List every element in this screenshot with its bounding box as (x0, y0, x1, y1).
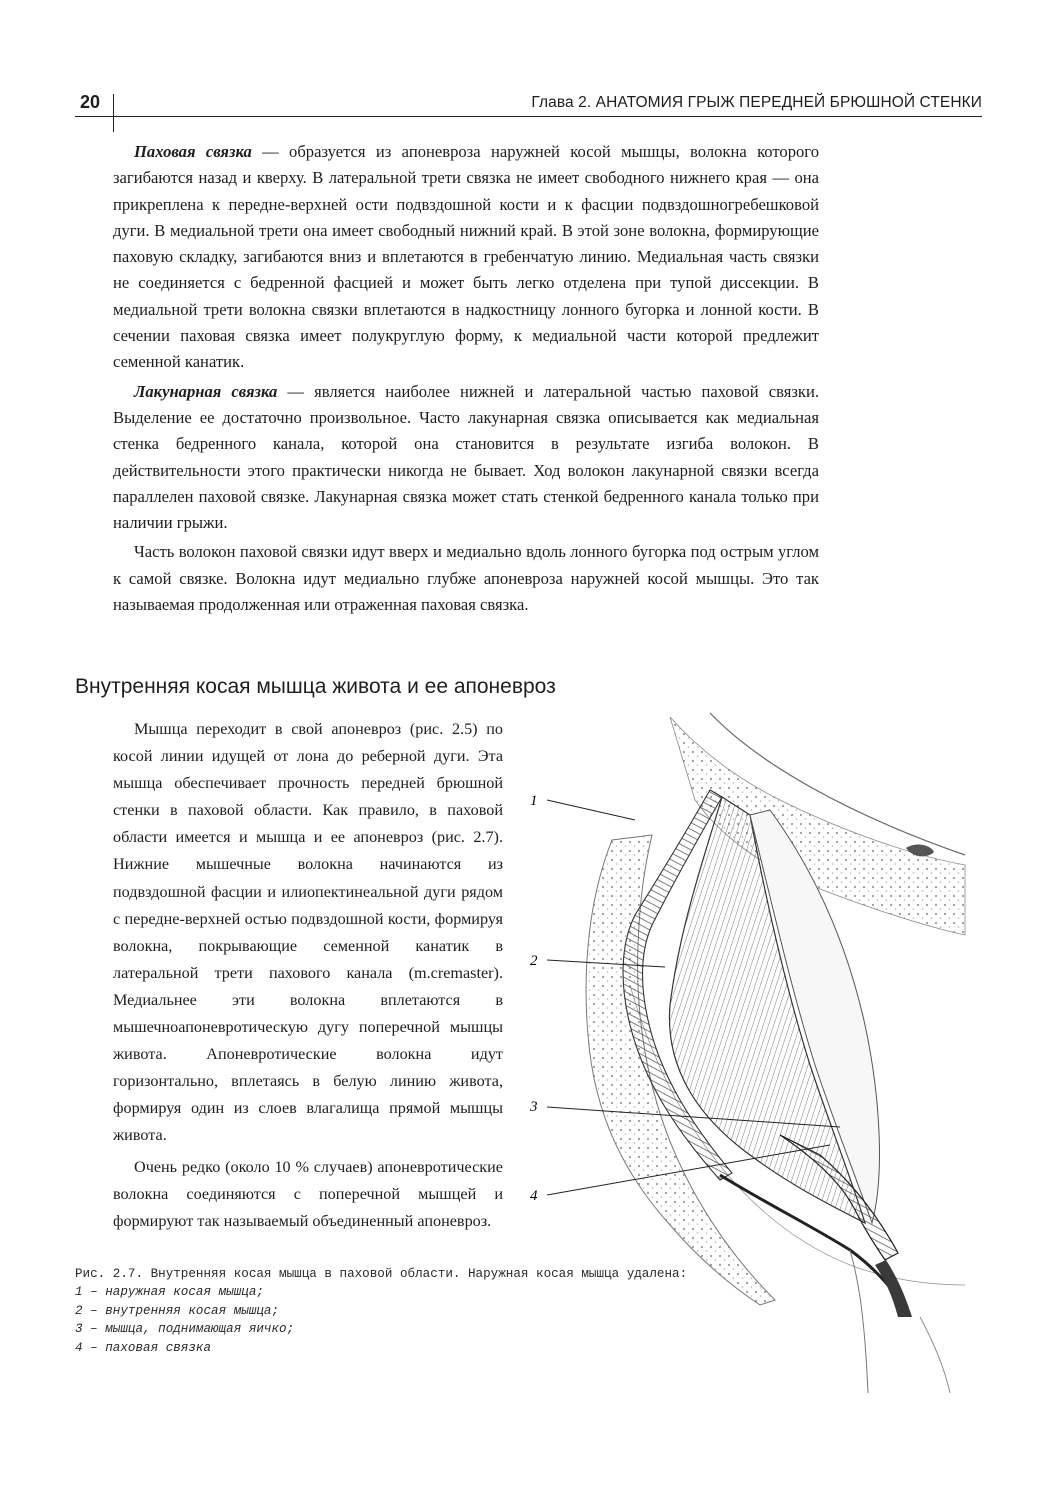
paragraph-lacunar-ligament (113, 379, 819, 537)
body-text (113, 139, 819, 621)
paragraph-text: — образуется из апоневроза наружней косой мышцы, волокна которого загибаются назад и кверху. В латеральной трети связка не имеет свободного нижнего края — она прикреплена к передне-верхней ости подвздошной кости и к фасции подвздошногребешковой дуги. В медиальной трети она имеет свободный нижний край. В этой зоне волокна, формирующие паховую складку, загибаются вниз и вплетаются в гребенчатую линию. Медиальная часть связки не соединяется с бедренной фасцией и может быть легко отделена при тупой диссекции. В медиальной трети волокна связки вплетаются в надкостницу лонного бугорка и лонной кости. В сечении паховая связка имеет полукруглую форму, к медиальной части которой предлежит семенной канатик. (113, 142, 819, 372)
header-divider-vertical (113, 94, 114, 132)
paragraph-text: — является наиболее нижней и латеральной частью паховой связки. Выделение ее достаточно произвольное. Часто лакунарная связка описывается как медиальная стенка бедренного канала, которой она становится в результате изгиба волокон. В действительности этого практически никогда не бывает. Ход волокон лакунарной связки всегда параллелен паховой связке. Лакунарная связка может стать стенкой бедренного канала только при наличии грыжи. (113, 381, 819, 533)
term-lacunar-ligament: Лакунарная связка (134, 381, 278, 401)
caption-item: 2 – внутренняя косая мышца; (75, 1303, 280, 1318)
caption-item: 1 – наружная косая мышца; (75, 1285, 264, 1300)
label-line-1 (547, 800, 635, 820)
paragraph-reflected-ligament: Часть волокон паховой связки идут вверх и медиально вдоль лонного бугорка под острым углом к самой связке. Волокна идут медиально глубже апоневроза наружней косой мышцы. Это так называемая продолженная или отраженная паховая связка. (113, 542, 819, 615)
page-number: 20 (80, 92, 101, 112)
header-rule (75, 116, 982, 117)
figure-label-4: 4 (530, 1188, 538, 1204)
figure-label-1: 1 (530, 793, 538, 809)
figure-caption (75, 1265, 815, 1357)
column-text (113, 716, 503, 1239)
figure-label-2: 2 (530, 953, 538, 969)
running-head-chapter: Глава 2. АНАТОМИЯ ГРЫЖ ПЕРЕДНЕЙ БРЮШНОЙ СТЕНКИ (531, 94, 982, 111)
paragraph-internal-oblique: Мышца переходит в свой апоневроз (рис. 2.5) по косой линии идущей от лона до реберной дуги. Эта мышца обеспечивает прочность передней брюшной стенки в паховой области. Как правило, в паховой области имеется и мышца и ее апоневроз (рис. 2.7). Нижние мышечные волокна начинаются из подвздошной фасции и илиопектинеальной дуги рядом с передне-верхней остью подвздошной кости, формируя волокна, покрывающие семенной канатик в латеральной трети пахового канала (m.cremaster). Медиальнее эти волокна вплетаются в мышечноапоневротическую дугу поперечной мышцы живота. Апоневротические волокна идут горизонтально, вплетаясь в белую линию живота, формируя один из слоев влагалища прямой мышцы живота. (113, 720, 503, 1145)
paragraph-conjoint-tendon: Очень редко (около 10 % случаев) апоневротические волокна соединяются с поперечной мышцей и формируют так называемый объединенный апоневроз. (113, 1157, 503, 1230)
lower-contour (850, 1250, 868, 1393)
figure-label-3: 3 (530, 1099, 538, 1115)
caption-item: 4 – паховая связка (75, 1340, 212, 1355)
term-inguinal-ligament: Паховая связка (134, 142, 252, 161)
paragraph-inguinal-ligament (113, 139, 819, 376)
spermatic-cord (875, 1260, 912, 1317)
caption-title: Рис. 2.7. Внутренняя косая мышца в паховой области. Наружная косая мышца удалена: (75, 1267, 688, 1281)
caption-item: 3 – мышца, поднимающая яичко; (75, 1322, 295, 1337)
section-heading: Внутренняя косая мышца живота и ее апоневроз (75, 675, 556, 698)
thigh-contour (920, 1317, 950, 1393)
